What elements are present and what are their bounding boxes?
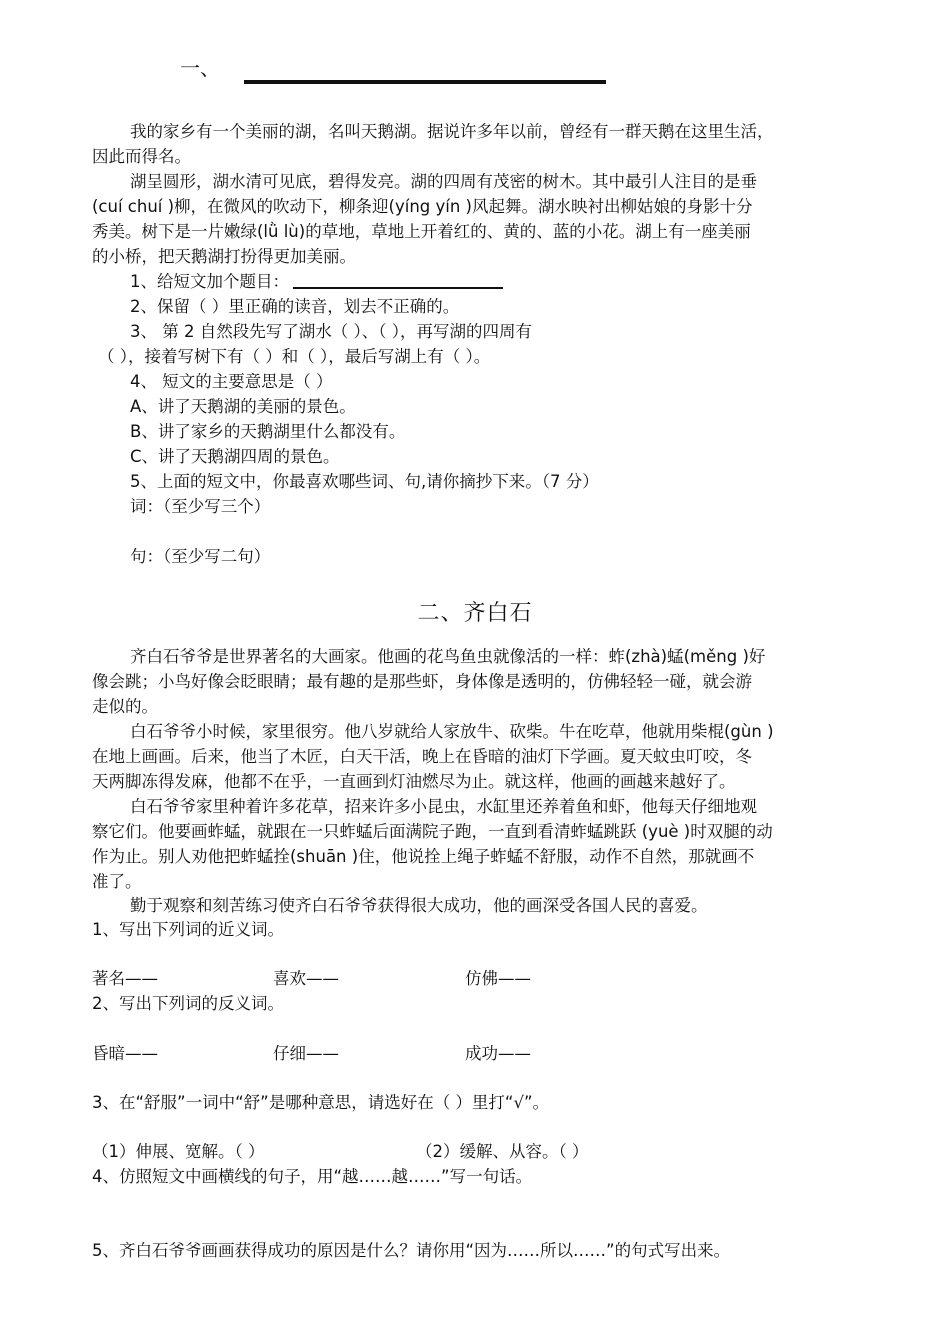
s1-question5-sentences: 句：（至少写二句） — [130, 547, 271, 566]
s2-para4: 勤于观察和刻苦练习使齐白石爷爷获得很大成功，他的画深受各国人民的喜爱。 — [130, 896, 708, 915]
s2-q1-item-1: 著名—— — [92, 969, 158, 988]
s1-question4: 4、 短文的主要意思是（ ） — [130, 372, 333, 391]
s2-q2-item-3: 成功—— — [465, 1044, 531, 1063]
s2-question3: 3、在“舒服”一词中“舒”是哪种意思，请选好在（ ）里打“√”。 — [92, 1093, 550, 1112]
s2-q1-item-3: 仿佛—— — [465, 969, 531, 988]
s2-para1-line2: 像会跳；小鸟好像会眨眼睛；最有趣的是那些虾，身体像是透明的，仿佛轻轻一碰，就会游 — [92, 672, 752, 691]
s2-para3-line4: 准了。 — [92, 872, 142, 891]
s2-para2-line2: 在地上画画。后来，他当了木匠，白天干活，晚上在昏暗的油灯下学画。夏天蚊虫叮咬，冬 — [92, 747, 752, 766]
s2-q3-option-2: （2）缓解、从容。（ ） — [416, 1142, 589, 1161]
s2-para2-line1: 白石爷爷小时候，家里很穷。他八岁就给人家放牛、砍柴。牛在吃草，他就用柴棍(gùn ) — [130, 722, 774, 741]
s2-question4: 4、仿照短文中画横线的句子，用“越……越……”写一句话。 — [92, 1167, 533, 1186]
s1-para1-line2: 因此而得名。 — [92, 147, 191, 166]
s1-question2: 2、保留（ ）里正确的读音，划去不正确的。 — [130, 297, 460, 316]
s2-para3-line3: 作为止。别人劝他把蚱蜢拴(shuān )住，他说拴上绳子蚱蜢不舒服，动作不自然，那就画不 — [92, 847, 755, 866]
s1-question5: 5、上面的短文中，你最喜欢哪些词、句,请你摘抄下来。（7 分） — [130, 472, 599, 491]
s1-question3-line1: 3、 第 2 自然段先写了湖水（ ）、（ ），再写湖的四周有 — [130, 322, 532, 341]
section2-title: 二、齐白石 — [417, 601, 533, 626]
s2-q1-item-2: 喜欢—— — [273, 969, 339, 988]
s1-question5-words: 词：（至少写三个） — [130, 497, 271, 516]
s2-q2-item-1: 昏暗—— — [92, 1044, 158, 1063]
s2-para3-line1: 白石爷爷家里种着许多花草，招来许多小昆虫，水缸里还养着鱼和虾，他每天仔细地观 — [130, 797, 757, 816]
s1-question1-answer-line[interactable] — [293, 273, 503, 289]
s2-para3-line2: 察它们。他要画蚱蜢，就跟在一只蚱蜢后面满院子跑，一直到看清蚱蜢跳跃 (yuè )时双腿的动 — [92, 822, 773, 841]
s1-question1-text: 1、给短文加个题目： — [130, 272, 289, 291]
s1-para2-line3: 秀美。树下是一片嫩绿(lǜ lù)的草地，草地上开着红的、黄的、蓝的小花。湖上有一座美丽 — [92, 222, 751, 241]
s2-para1-line3: 走似的。 — [92, 697, 158, 716]
s1-para2-line2: (cuí chuí )柳，在微风的吹动下，柳条迎(yíng yín )风起舞。湖水映衬出柳姑娘的身影十分 — [92, 197, 753, 216]
s1-option-b: B、讲了家乡的天鹅湖里什么都没有。 — [130, 422, 406, 441]
s1-para2-line1: 湖呈圆形，湖水清可见底，碧得发亮。湖的四周有茂密的树木。其中最引人注目的是垂 — [130, 172, 757, 191]
s2-q2-item-2: 仔细—— — [273, 1044, 339, 1063]
s2-question5: 5、齐白石爷爷画画获得成功的原因是什么？请你用“因为……所以……”的句式写出来。 — [92, 1241, 731, 1260]
s1-para2-line4: 的小桥，把天鹅湖打扮得更加美丽。 — [92, 247, 356, 266]
s2-question1: 1、写出下列词的近义词。 — [92, 920, 284, 939]
s2-q3-option-1: （1）伸展、宽解。（ ） — [92, 1142, 265, 1161]
s1-question1 — [130, 270, 910, 294]
s2-question2: 2、写出下列词的反义词。 — [92, 994, 284, 1013]
s1-option-a: A、讲了天鹅湖的美丽的景色。 — [130, 397, 356, 416]
s2-para1-line1: 齐白石爷爷是世界著名的大画家。他画的花鸟鱼虫就像活的一样：蚱(zhà)蜢(měng )好 — [130, 647, 766, 666]
s2-para2-line3: 天两脚冻得发麻，他都不在乎，一直画到灯油燃尽为止。就这样，他画的画越来越好了。 — [92, 772, 736, 791]
section1-title: 一、 — [180, 56, 220, 80]
s1-option-c: C、讲了天鹅湖四周的景色。 — [130, 447, 340, 466]
s1-para1-line1: 我的家乡有一个美丽的湖，名叫天鹅湖。据说许多年以前，曾经有一群天鹅在这里生活， — [130, 122, 774, 141]
s1-question3-line2: （ ），接着写树下有（ ）和（ ），最后写湖上有（ ）。 — [98, 347, 491, 366]
section1-title-blank — [244, 80, 606, 84]
